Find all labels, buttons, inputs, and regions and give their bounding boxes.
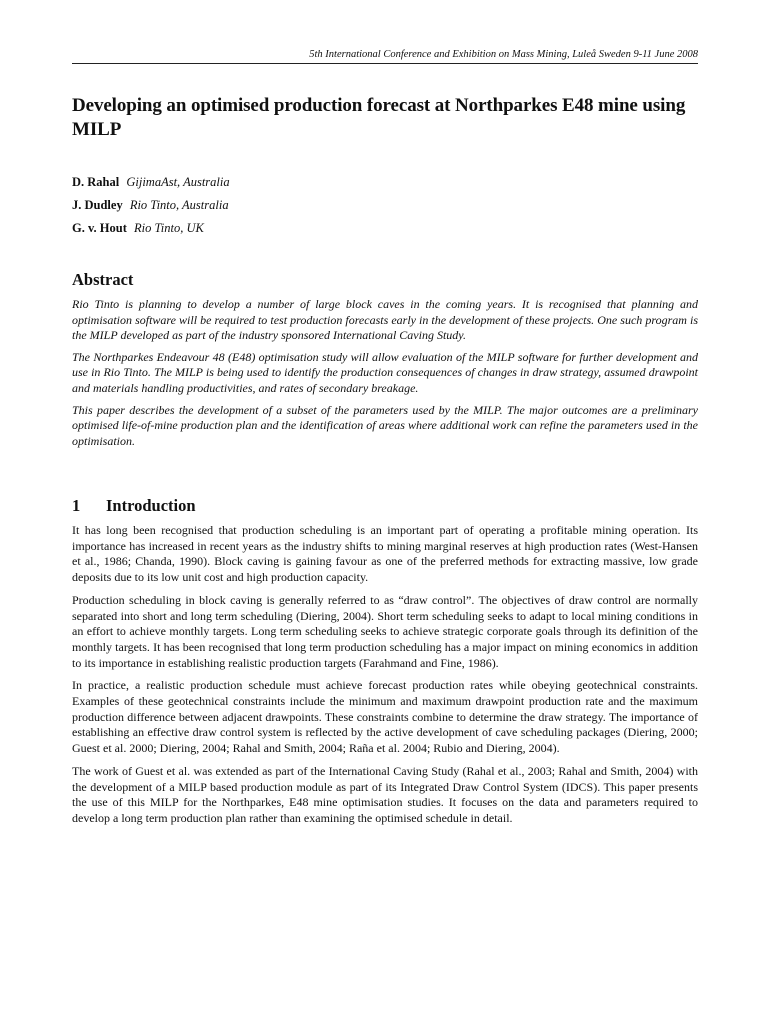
author-affiliation: Rio Tinto, Australia bbox=[129, 198, 229, 212]
author-affiliation: Rio Tinto, UK bbox=[134, 221, 204, 235]
abstract-paragraph: Rio Tinto is planning to develop a number of large block caves in the coming years. It is recognised that planning and optimisation software will be required to test production forecasts early in the development of these projects. One such program is the MILP developed as part of the industry sponsored International Caving Study. bbox=[72, 297, 698, 343]
body-paragraph: It has long been recognised that production scheduling is an important part of operating a profitable mining operation. Its importance has increased in recent years as the industry shifts to mining marginal reserves at high production rates (West-Hansen et al., 1986; Chanda, 1990). Block caving is gaining favour as one of the preferred methods for extracting massive, low grade deposits due to its low unit cost and high production capacity. bbox=[72, 523, 698, 585]
abstract-body bbox=[72, 297, 698, 455]
author-list bbox=[72, 171, 696, 240]
author-entry bbox=[72, 194, 696, 217]
body-paragraph: The work of Guest et al. was extended as part of the International Caving Study (Rahal et al., 2003; Rahal and Smith, 2004) with the development of a MILP based production module as part of its Integrated Draw Control System (IDCS). This paper presents the use of this MILP for the Northparkes, E48 mine optimisation studies. It focuses on the data and parameters required to develop a long term production plan rather than examining the optimised schedule in detail. bbox=[72, 763, 698, 825]
paper-title: Developing an optimised production forecast at Northparkes E48 mine using MILP bbox=[72, 95, 686, 140]
author-entry bbox=[72, 217, 696, 240]
abstract-paragraph: The Northparkes Endeavour 48 (E48) optimisation study will allow evaluation of the MILP software for further development and use in Rio Tinto. The MILP is being used to identify the production consequences of changes in draw strategy, assumed drawpoint and materials handling productivities, and rates of secondary breakage. bbox=[72, 349, 698, 395]
introduction-body bbox=[72, 523, 698, 834]
body-paragraph: In practice, a realistic production schedule must achieve forecast production rates while obeying geotechnical constraints. Examples of these geotechnical constraints include the minimum and maximum drawpoint production rate and the maximum production difference between adjacent drawpoints. These constraints combine to determine the draw strategy. The importance of establishing an effective draw control system is reflected by the active development of cave scheduling packages (Diering, 2000; Guest et al. 2000; Diering, 2004; Rahal and Smith, 2004; Raña et al. 2004; Rubio and Diering, 2004). bbox=[72, 678, 698, 756]
section-title: Introduction bbox=[106, 496, 196, 515]
abstract-paragraph: This paper describes the development of a subset of the parameters used by the MILP. The major outcomes are a preliminary optimised life-of-mine production plan and the identification of areas where additional work can refine the parameters used in the optimisation. bbox=[72, 402, 698, 448]
body-paragraph: Production scheduling in block caving is generally referred to as “draw control”. The objectives of draw control are normally separated into short and long term scheduling (Diering, 2004). Short term scheduling seeks to adapt to local mining conditions in an effort to achieve monthly targets. Long term scheduling seeks to achieve strategic corporate goals through its definition of the monthly targets. It has been recognised that long term production scheduling has a major impact on mining economics in addition to its importance in establishing realistic production targets (Farahmand and Fine, 1986). bbox=[72, 592, 698, 670]
author-entry bbox=[72, 171, 696, 194]
author-name: D. Rahal bbox=[72, 175, 120, 189]
author-name: J. Dudley bbox=[72, 198, 123, 212]
section-number: 1 bbox=[72, 496, 81, 515]
author-affiliation: GijimaAst, Australia bbox=[126, 175, 230, 189]
abstract-heading: Abstract bbox=[72, 270, 134, 289]
author-name: G. v. Hout bbox=[72, 221, 127, 235]
running-head: 5th International Conference and Exhibition on Mass Mining, Luleå Sweden 9-11 June 2008 bbox=[72, 48, 698, 64]
section-heading-introduction bbox=[72, 496, 196, 516]
